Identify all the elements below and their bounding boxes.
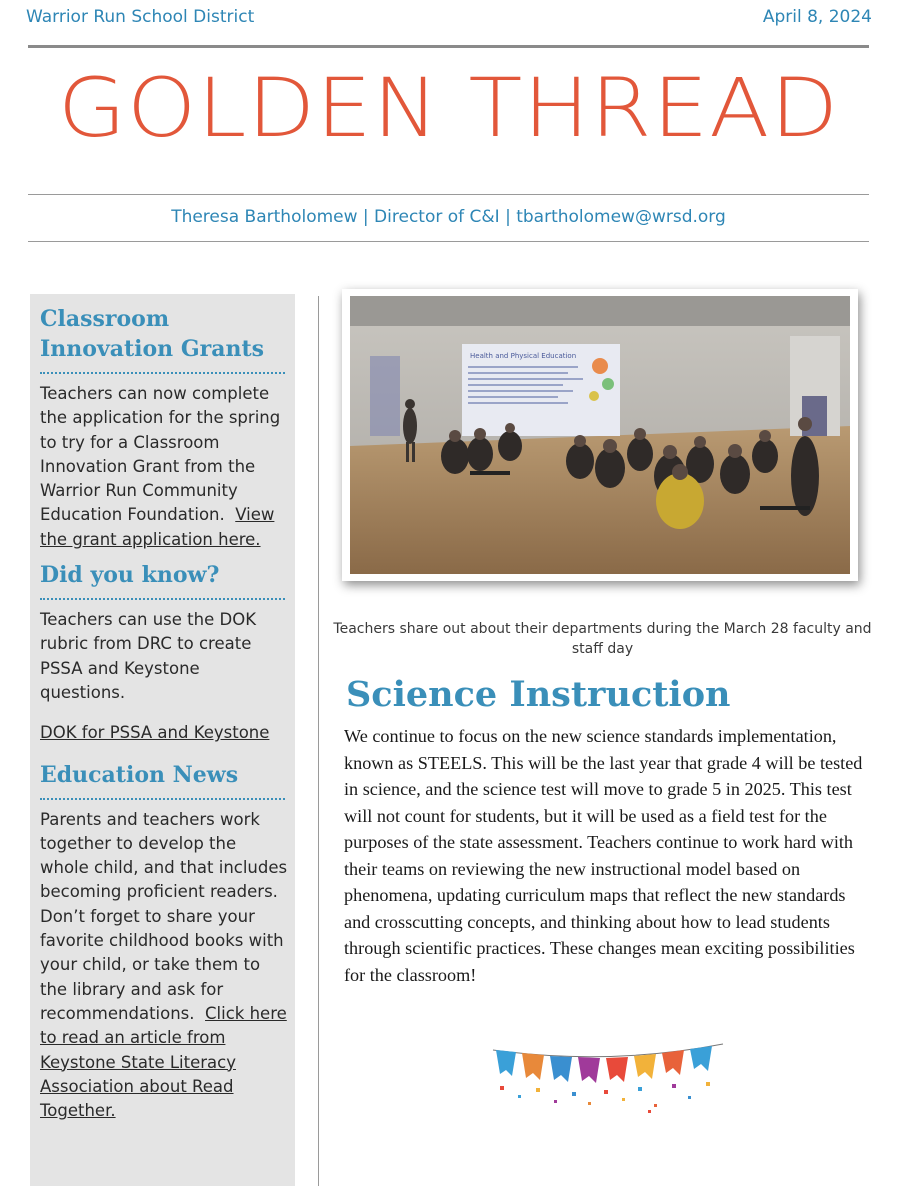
grant-application-link[interactable]: View the grant application here.: [40, 505, 275, 549]
grants-body: Teachers can now complete the application for the spring to try for a Classroom Innovation Grant from the Warrior Run Community Education Foundation.: [40, 384, 281, 525]
dotted-divider: [40, 598, 285, 600]
education-news-heading: Education News: [40, 761, 239, 788]
photo-caption: Teachers share out about their departments during the March 28 faculty and staff day: [333, 621, 872, 657]
science-heading: Science Instruction: [346, 674, 731, 715]
grants-heading: Classroom Innovation Grants: [40, 306, 265, 362]
sidebar: [30, 294, 295, 1186]
dotted-divider: [40, 798, 285, 800]
photo-frame: [342, 289, 858, 581]
read-together-link[interactable]: Click here to read an article from Keystone State Literacy Association about Read Together.: [40, 1003, 287, 1121]
science-body: We continue to focus on the new science standards implementation, known as STEELS. This will be the last year that grade 4 will be tested in science, and the science test will move to grade 5 in 2025. This test will not count for students, but it will be used as a field test for the purposes of the state assessment. Teachers continue to work hard with their teams on reviewing the new instructional model based on phenomena, updating curriculum maps that reflect the new standards and crosscutting concepts, and thinking about how to lead students through scientific practices. These changes mean exciting possibilities for the classroom!: [344, 726, 863, 985]
bunting-decoration: [488, 1040, 728, 1115]
byline: Theresa Bartholomew | Director of C&I | tbartholomew@wrsd.org: [171, 207, 726, 227]
top-rule: [28, 45, 869, 48]
screen-title: Health and Physical Education: [470, 352, 577, 360]
did-you-know-heading: Did you know?: [40, 562, 220, 589]
dok-link[interactable]: DOK for PSSA and Keystone: [40, 723, 270, 743]
dotted-divider: [40, 372, 285, 374]
byline-rule-top: [28, 194, 869, 195]
district-name: Warrior Run School District: [26, 7, 255, 27]
column-divider: [318, 296, 319, 1186]
dok-link-para: [40, 721, 290, 745]
issue-date: April 8, 2024: [762, 7, 872, 27]
gym-photo-illustration: [350, 296, 850, 574]
bunting-icon: [488, 1040, 728, 1115]
education-news-body: Parents and teachers work together to develop the whole child, and that includes becoming proficient readers. Don’t forget to share your favorite childhood books with your child, or take them to the library and ask for recommendations.: [40, 809, 288, 1023]
did-you-know-text: Teachers can use the DOK rubric from DRC to create PSSA and Keystone questions.: [40, 610, 257, 702]
byline-rule-bottom: [28, 241, 869, 242]
faculty-day-photo: [350, 296, 850, 574]
masthead-text: GOLDEN THREAD: [57, 60, 840, 156]
grants-text: [40, 382, 290, 552]
masthead-title: [28, 60, 869, 156]
education-news-text: [40, 808, 290, 1124]
